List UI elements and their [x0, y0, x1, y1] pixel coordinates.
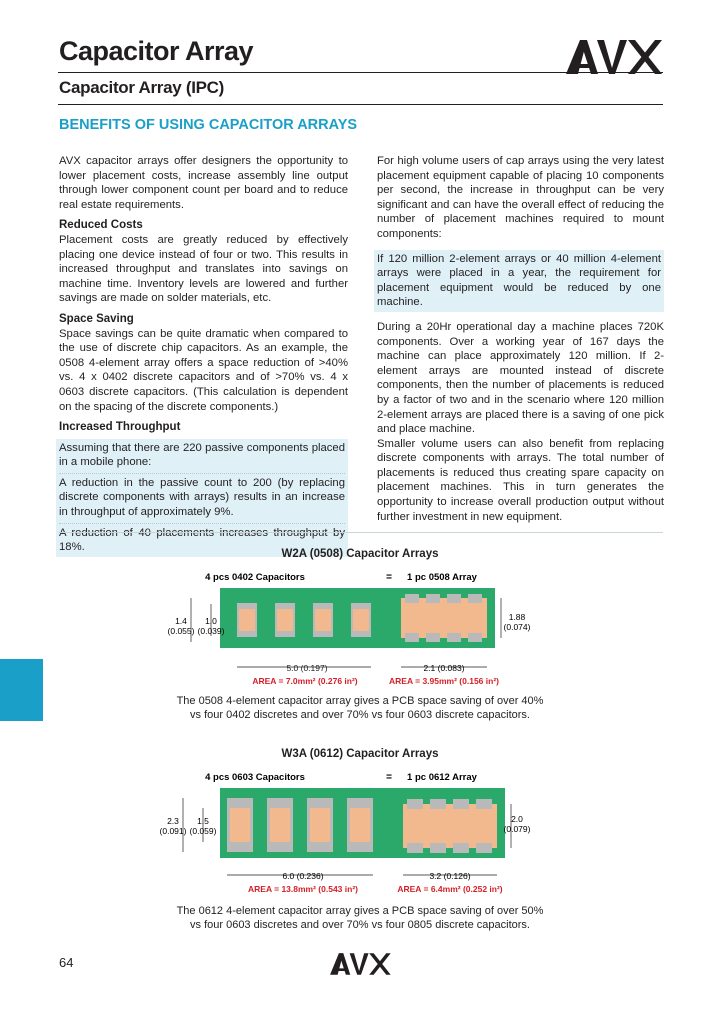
w3a-caption: [140, 904, 580, 932]
w3a-dim-right: 2.0: [511, 814, 523, 824]
left-column: [59, 154, 348, 557]
section-rule: [58, 532, 663, 533]
right-p1: For high volume users of cap arrays using the very latest placement equipment capable of placing 10 components per second, the increase in throughput can be very significant and can have the overall effect of reducing the number of placement machines required to mount components:: [377, 155, 664, 240]
w3a-diagram-title: W3A (0612) Capacitor Arrays: [281, 748, 439, 760]
header-rule: [58, 72, 663, 73]
intro-paragraph: AVX capacitor arrays offer designers the opportunity to lower placement costs, increase assembly line output through lower component count per board and to reduce real estate requirements.: [59, 155, 348, 211]
w3a-dim-width-left: 6.0 (0.236): [282, 871, 324, 881]
page-number: 64: [59, 955, 74, 970]
w2a-caption: [140, 694, 580, 722]
avx-logo-footer: [330, 952, 392, 976]
w3a-dim-right-in: (0.079): [503, 824, 531, 834]
w3a-dim-b: 1.5: [197, 816, 209, 826]
w3a-left-label: 4 pcs 0603 Capacitors: [205, 772, 305, 783]
right-p2: If 120 million 2-element arrays or 40 million 4-element arrays were placed in a year, the requirement for placement equipment would be reduced by one machine.: [377, 252, 661, 309]
benefits-heading: BENEFITS OF USING CAPACITOR ARRAYS: [59, 117, 358, 133]
w2a-diagram: [155, 568, 575, 688]
section-tab-marker: [0, 659, 43, 721]
right-p4: Smaller volume users can also benefit from replacing discrete components with arrays. The total number of placements is reduced thus creating spare capacity on placement machines. This in turn generates the opportunity to increase overall production output without further investment in new equipment.: [377, 437, 664, 523]
reduced-costs-text: Placement costs are greatly reduced by effectively placing one device instead of four or two. This results in increased throughput and translates into savings on machine time. Inventory levels are lowered and further savings are made on solder materials, etc.: [59, 233, 348, 305]
throughput-p2: A reduction in the passive count to 200 (by replacing discrete components with arrays) results in an increase in throughput of approximately 9%.: [59, 473, 345, 520]
w2a-dim-a: 1.4: [175, 616, 187, 626]
w3a-dim-a-in: (0.091): [159, 826, 187, 836]
w3a-dim-b-in: (0.059): [189, 826, 217, 836]
w2a-discrete-cap-3: [313, 603, 333, 637]
w3a-array: [403, 799, 497, 853]
w3a-caption-line2: vs four 0603 discretes and over 70% vs four 0805 discrete capacitors.: [190, 919, 530, 931]
w2a-discrete-cap-1: [237, 603, 257, 637]
w2a-area-right: AREA = 3.95mm² (0.156 in²): [389, 676, 499, 686]
w3a-right-label: 1 pc 0612 Array: [407, 772, 477, 783]
throughput-p1: Assuming that there are 220 passive components placed in a mobile phone:: [59, 441, 345, 469]
throughput-shaded-box: [56, 439, 348, 557]
w2a-dim-b-in: (0.039): [197, 626, 225, 636]
w3a-dim-a: 2.3: [167, 816, 179, 826]
w3a-discrete-cap-1: [227, 798, 253, 852]
page-title: Capacitor Array: [59, 36, 254, 66]
w2a-dim-a-in: (0.055): [167, 626, 195, 636]
w3a-area-left: AREA = 13.8mm² (0.543 in²): [248, 884, 358, 894]
right-shaded-box: [374, 250, 664, 312]
avx-logo-header: [566, 38, 664, 76]
w2a-caption-line1: The 0508 4-element capacitor array gives a PCB space saving of over 40%: [176, 695, 544, 707]
w2a-caption-line2: vs four 0402 discretes and over 70% vs four 0603 discrete capacitors.: [190, 709, 530, 721]
reduced-costs-heading: Reduced Costs: [59, 219, 143, 232]
page-subtitle: Capacitor Array (IPC): [59, 78, 225, 97]
w2a-discrete-cap-2: [275, 603, 295, 637]
w3a-discrete-cap-4: [347, 798, 373, 852]
increased-throughput-heading: Increased Throughput: [59, 421, 181, 434]
w2a-dim-width-right: 2.1 (0.083): [423, 663, 465, 673]
right-p3: During a 20Hr operational day a machine places 720K components. Over a working year of 167 days the machine can place approximately 120 million. If 2-element arrays are mounted instead of discrete components, then the number of placements is reduced by a factor of two and in the scenario where 120 million 2-element arrays are placed there is a saving of one pick and place machine.: [377, 320, 664, 436]
w3a-discrete-cap-2: [267, 798, 293, 852]
w2a-dim-b: 1.0: [205, 616, 217, 626]
space-saving-heading: Space Saving: [59, 312, 134, 325]
w2a-array: [401, 594, 487, 642]
w2a-right-label: 1 pc 0508 Array: [407, 572, 477, 583]
space-saving-text: Space savings can be quite dramatic when compared to the use of discrete chip capacitors. As an example, the 0508 4-element array offers a space reduction of >40% vs. 4 x 0402 discrete capacitors and of >70% vs. 4 x 0603 discrete capacitors. (This calculation is dependent on the spacing of the discrete components.): [59, 327, 348, 413]
w2a-dim-right: 1.88: [508, 612, 526, 622]
w3a-diagram: [155, 768, 575, 898]
w3a-equals: =: [386, 772, 392, 783]
throughput-p3: 18%.: [59, 523, 345, 555]
w2a-left-label: 4 pcs 0402 Capacitors: [205, 572, 305, 583]
w3a-dim-width-right: 3.2 (0.126): [429, 871, 471, 881]
w3a-discrete-cap-3: [307, 798, 333, 852]
w2a-diagram-title: W2A (0508) Capacitor Arrays: [281, 548, 439, 560]
w2a-dim-width-left: 5.0 (0.197): [286, 663, 328, 673]
right-column: [377, 154, 664, 524]
subtitle-rule: [58, 104, 663, 105]
w2a-area-left: AREA = 7.0mm² (0.276 in²): [252, 676, 358, 686]
w3a-area-right: AREA = 6.4mm² (0.252 in²): [397, 884, 503, 894]
w2a-discrete-cap-4: [351, 603, 371, 637]
w2a-dim-right-in: (0.074): [503, 622, 531, 632]
w3a-caption-line1: The 0612 4-element capacitor array gives a PCB space saving of over 50%: [176, 905, 544, 917]
w2a-equals: =: [386, 572, 392, 583]
